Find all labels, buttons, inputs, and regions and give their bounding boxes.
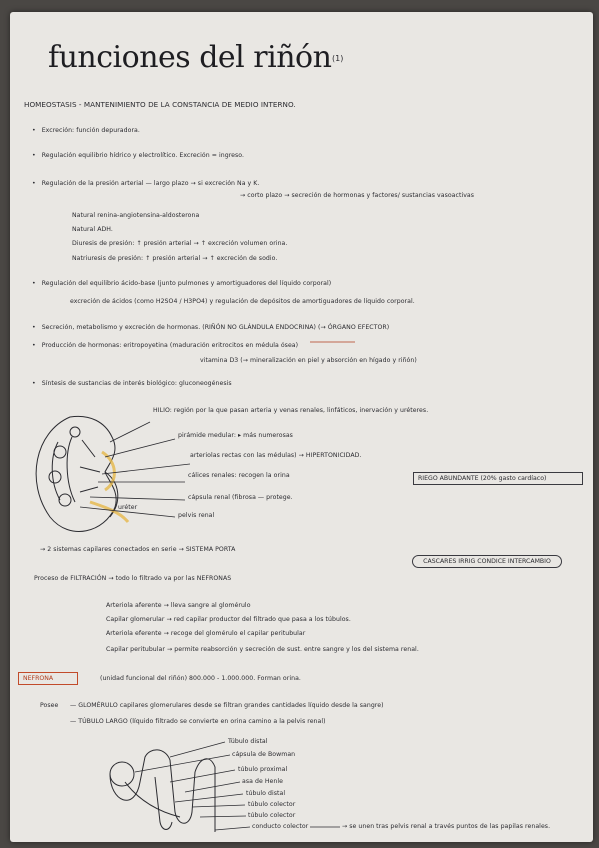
label-arteriolas: arteriolas rectas con las médulas) → HIPERTONICIDAD. (190, 452, 362, 459)
filtracion-item: Capilar peritubular → permite reabsorción y secreción de sust. entre sangre y los del sistema renal. (106, 646, 419, 653)
homeostasis-heading: HOMEOSTASIS - MANTENIMIENTO DE LA CONSTANCIA DE MEDIO INTERNO. (24, 100, 296, 109)
bullet-regulacion-equilibrio: • Regulación equilibrio hídrico y electrolítico. Excreción = ingreso. (32, 152, 244, 159)
riego-box: RIEGO ABUNDANTE (20% gasto cardíaco) (413, 472, 583, 485)
nephron-diagram (110, 750, 215, 832)
capilares-line: → 2 sistemas capilares conectados en serie → SISTEMA PORTA (40, 546, 236, 553)
acido-base-detail: excreción de ácidos (como H2SO4 / H3PO4) y regulación de depósitos de amortiguadores de líquido corporal. (70, 298, 415, 305)
tubulo-line: — TÚBULO LARGO (líquido filtrado se convierte en orina camino a la pelvis renal) (70, 718, 326, 725)
nefrona-definition: (unidad funcional del riñón) 800.000 - 1.000.000. Forman orina. (100, 675, 301, 682)
sublist-item: Natural renina-angiotensina-aldosterona (72, 212, 200, 219)
notes-page (10, 12, 593, 842)
page-title: funciones del riñón (48, 40, 332, 75)
nephron-label: túbulo proximal (238, 766, 288, 773)
bullet-excrecion: • Excreción: función depuradora. (32, 127, 140, 134)
label-piramide: pirámide medular: ▸ más numerosas (178, 432, 293, 439)
cascara-box: CASCARES IRRIG CONDICE INTERCAMBIO (412, 555, 562, 568)
filtracion-item: Capilar glomerular → red capilar productor del filtrado que pasa a los túbulos. (106, 616, 351, 623)
label-ureter: uréter (118, 504, 138, 511)
filtracion-item: Arteriola eferente → recoge del glomérulo el capilar peritubular (106, 630, 306, 637)
bullet-secrecion: • Secreción, metabolismo y excreción de hormonas. (RIÑÓN NO GLÁNDULA ENDOCRINA) (→ ÓRGANO EFECTOR) (32, 324, 389, 331)
nephron-note: → se unen tras pelvis renal a través puntos de las papilas renales. (342, 823, 551, 830)
label-pelvis: pelvis renal (178, 512, 215, 519)
sublist-item: Natural ADH. (72, 226, 113, 233)
nefrona-box: NEFRONA (18, 672, 78, 685)
filtracion-line: Proceso de FILTRACIÓN → todo lo filtrado va por las NEFRONAS (34, 575, 232, 582)
bullet-sintesis: • Síntesis de sustancias de interés biológico: gluconeogénesis (32, 380, 232, 387)
nephron-label: Túbulo distal (228, 738, 268, 745)
nephron-label: túbulo colector (248, 801, 296, 808)
label-capsula: cápsula renal (fibrosa — protege. (188, 494, 293, 501)
regulacion-presion-corto: → corto plazo → secreción de hormonas y factores/ sustancias vasoactivas (240, 192, 475, 199)
nephron-label: asa de Henle (242, 778, 283, 785)
label-calices: cálices renales: recogen la orina (188, 472, 290, 479)
bullet-produccion: • Producción de hormonas: eritropoyetina (maduración eritrocitos en médula ósea) (32, 342, 298, 349)
nephron-label: túbulo colector (248, 812, 296, 819)
glomerulo-line: — GLOMÉRULO capilares glomerulares desde se filtran grandes cantidades líquido desde la sangre) (70, 702, 384, 709)
page-number: (1) (332, 54, 344, 63)
produccion-detail: vitamina D3 (→ mineralización en piel y absorción en hígado y riñón) (200, 357, 417, 364)
filtracion-item: Arteriola aferente → lleva sangre al glomérulo (106, 602, 251, 609)
sublist-item: Natriuresis de presión: ↑ presión arterial → ↑ excreción de sodio. (72, 255, 278, 262)
bullet-acido-base: • Regulación del equilibrio ácido-base (junto pulmones y amortiguadores del líquido corporal) (32, 280, 331, 287)
sublist-item: Diuresis de presión: ↑ presión arterial → ↑ excreción volumen orina. (72, 240, 288, 247)
nefrona-posee: Posee (40, 702, 59, 709)
nephron-label: cápsula de Bowman (232, 751, 296, 758)
label-hilio: HILIO: región por la que pasan arteria y venas renales, linfáticos, inervación y uréteres. (153, 407, 429, 414)
bullet-regulacion-presion: • Regulación de la presión arterial — largo plazo → si excreción Na y K. (32, 180, 259, 187)
nephron-label: conducto colector (252, 823, 309, 830)
nephron-label: túbulo distal (246, 790, 286, 797)
